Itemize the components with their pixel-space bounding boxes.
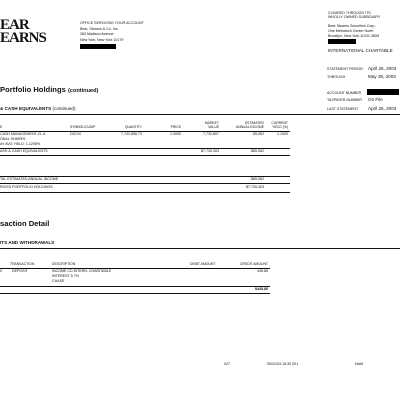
account-title: INTERNATIONAL CHARTABLE (328, 48, 393, 53)
col-transaction: TRANSACTION (10, 262, 35, 266)
footer-code-2: 05/31/03-15:30 001 (267, 362, 299, 366)
col-yield-2: YIELD (%) (271, 125, 288, 129)
subtotal-value: $7,735,303 (201, 149, 219, 153)
transactions-title: saction Detail (0, 219, 50, 228)
clearing-address-2: Brooklyn, New York 11201-3859 (328, 34, 380, 38)
holding-symbol: DICXX (70, 132, 81, 136)
last-statement-value: April 25, 2003 (368, 106, 397, 111)
total-income-value: $85,062 (251, 177, 264, 181)
holding-market-value: 7,732,897 (203, 132, 219, 136)
total-priced-value: $7,735,303 (246, 185, 264, 189)
total-income-label: TAL ESTIMATED ANNUAL INCOME (0, 177, 59, 181)
col-price: PRICE (170, 125, 181, 129)
transaction-description-3: CHASE (52, 279, 65, 283)
col-trans-description: DESCRIPTION (52, 262, 76, 266)
cash-section-title: & CASH EQUIVALENTS (continued) (0, 106, 76, 111)
footer-code-3: NAM (355, 362, 363, 366)
holding-quantity: 7,732,896.73 (121, 132, 142, 136)
col-quantity: QUANTITY (124, 125, 142, 129)
statement-period-value: April 26, 2003 (368, 66, 397, 71)
taxpayer-value: On File (368, 97, 383, 102)
deposits-section-title: ITS AND WITHDRAWALS (0, 240, 55, 245)
logo-line-2: EARNS (0, 30, 46, 46)
office-label: OFFICE SERVICING YOUR ACCOUNT (80, 21, 144, 25)
holding-price: 1.0000 (170, 132, 181, 136)
section-rule (0, 114, 400, 115)
transaction-description-2: INTEREST 5 7% (52, 274, 79, 278)
through-value: May 30, 2003 (368, 74, 396, 79)
redacted-block (80, 44, 116, 49)
clearing-address-1: One Metrotech Center North (328, 29, 374, 33)
redacted-block (328, 39, 356, 44)
holding-description-3: AY AVG YIELD: 1.1295% (0, 142, 41, 146)
holding-description-2: ONAL SHARES (0, 137, 26, 141)
portfolio-title-cont: (continued) (67, 88, 99, 94)
subtotal-bottom-rule (0, 155, 290, 156)
transaction-description-1: INCOME CD INTERN. CHARITABLE (52, 269, 112, 273)
transactions-total: $445.86 (255, 287, 268, 291)
transactions-total-rule (0, 286, 270, 287)
through-label: THROUGH (327, 75, 346, 79)
col-credit: CREDIT AMOUNT (239, 262, 268, 266)
transaction-type: DEPOSIT (12, 269, 28, 273)
clearing-name: Bear Stearns Securities Corp. (328, 24, 376, 28)
clearing-line-1: CLEARED THROUGH ITS (328, 11, 371, 15)
holding-income: 85,062 (253, 132, 264, 136)
transactions-section-rule (0, 248, 400, 249)
col-market-value-2: VALUE (208, 125, 219, 129)
col-debit: DEBIT AMOUNT (190, 262, 216, 266)
account-number-label: ACCOUNT NUMBER (327, 91, 362, 95)
col-symbol: SYMBOL/CUSIP (70, 125, 96, 129)
transactions-bottom-rule (0, 293, 270, 294)
bear-stearns-logo (0, 19, 46, 45)
col-description: E (0, 125, 3, 129)
footer-code-1: 027 (224, 362, 230, 366)
subtotal-income: $85,062 (251, 149, 264, 153)
totals-bottom-rule (0, 192, 290, 193)
clearing-line-2: WHOLLY OWNED SUBSIDIARY (328, 15, 381, 19)
statement-period-label: STATEMENT PERIOD (327, 67, 363, 71)
last-statement-label: LAST STATEMENT (327, 107, 359, 111)
office-address-2: New York, New York 10179 (80, 38, 124, 42)
transactions-header-rule (0, 268, 270, 269)
office-name: Bear, Stearns & Co. Inc. (80, 27, 119, 31)
col-income-1: ESTIMATED (244, 121, 264, 125)
col-market-value-1: MARKET (204, 121, 219, 125)
total-priced-label: RICED PORTFOLIO HOLDINGS (0, 185, 53, 189)
logo-line-1: EAR (0, 17, 29, 33)
col-income-2: ANNUAL INCOME (235, 125, 264, 129)
redacted-block (367, 89, 399, 95)
office-address-1: 383 Madison Avenue (80, 32, 114, 36)
transaction-date: 0 (0, 269, 2, 273)
totals-mid-rule (0, 183, 290, 184)
col-yield-1: CURRENT (271, 121, 288, 125)
holding-yield: 1.1000 (277, 132, 288, 136)
taxpayer-label: TAXPAYER NUMBER (327, 98, 362, 102)
subtotal-label: ASH & CASH EQUIVALENTS (0, 149, 48, 153)
portfolio-title: Portfolio Holdings (continued) (0, 85, 99, 94)
transaction-credit: 445.86 (257, 269, 268, 273)
holding-description-1: CASH MANAGEMENT-CL A (0, 132, 46, 136)
cash-section-cont: (continued) (52, 106, 76, 111)
